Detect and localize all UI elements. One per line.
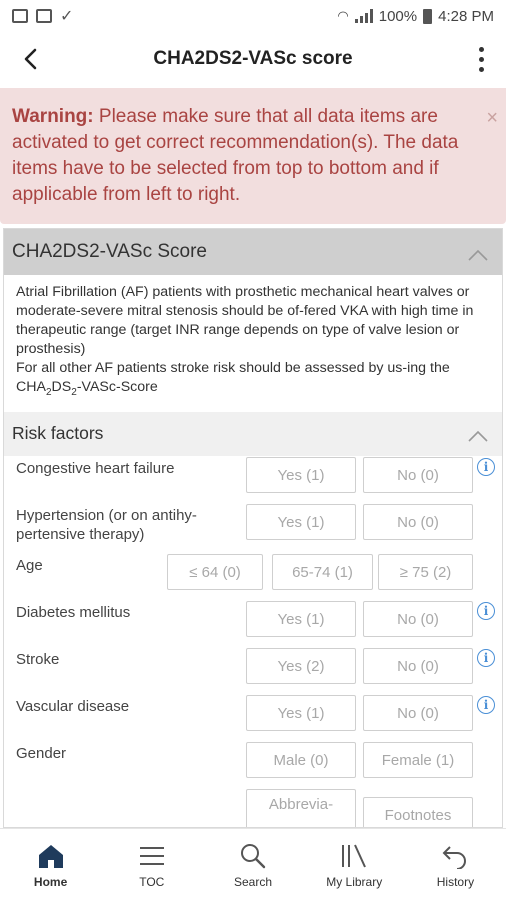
nav-library-label: My Library (326, 875, 383, 889)
option-male[interactable]: Male (0) (246, 742, 356, 778)
row-label: Vascular disease (16, 698, 130, 715)
nav-my-library[interactable] (304, 829, 405, 900)
page-title: CHA2DS2-VASc score (153, 48, 353, 69)
row-label: Diabetes mellitus (16, 604, 131, 621)
status-bar (0, 0, 506, 32)
info-icon[interactable]: i (477, 649, 495, 667)
row-label: Gender (16, 745, 67, 762)
score-section-title: CHA2DS2-VASc Score (12, 241, 207, 262)
chevron-up-icon[interactable] (468, 426, 484, 442)
bottom-navigation (0, 828, 506, 900)
info-icon[interactable]: i (477, 602, 495, 620)
option-age-75-plus[interactable]: ≥ 75 (2) (378, 554, 473, 590)
score-panel (3, 228, 503, 828)
option-female[interactable]: Female (1) (363, 742, 473, 778)
score-description (4, 275, 502, 412)
nav-search[interactable] (202, 829, 303, 900)
list-icon (138, 841, 166, 871)
score-section-header[interactable] (4, 229, 502, 275)
option-yes[interactable]: Yes (1) (246, 457, 356, 493)
risk-factors-title: Risk factors (12, 423, 104, 444)
warning-message: Please make sure that all data items are activated to get correct recommendation(s). The data items have to be selected from top to bottom and if applicable from left to right. (12, 106, 459, 205)
battery-percent: 100% (378, 7, 418, 25)
chevron-up-icon[interactable] (468, 245, 484, 261)
nav-home-label: Home (33, 875, 68, 889)
option-no[interactable]: No (0) (363, 601, 473, 637)
back-arrow-icon[interactable] (14, 42, 48, 76)
nav-history[interactable] (405, 829, 506, 900)
nav-history-label: History (436, 875, 475, 889)
mail-notification-icon (36, 9, 52, 23)
battery-icon (423, 9, 432, 24)
nav-toc[interactable] (101, 829, 202, 900)
home-icon (37, 841, 65, 871)
score-desc-paragraph-2: For all other AF patients stroke risk should be assessed by us-ing the $CHA_2DS_2-VASc$-Score (16, 360, 450, 398)
option-yes[interactable]: Yes (1) (246, 695, 356, 731)
option-age-64-or-less[interactable]: ≤ 64 (0) (167, 554, 263, 590)
abbreviations-button[interactable]: Abbrevia- (246, 789, 356, 828)
option-yes[interactable]: Yes (1) (246, 504, 356, 540)
status-notification-icons (12, 6, 73, 26)
row-label: Congestive heart failure (16, 460, 175, 477)
option-age-65-74[interactable]: 65-74 (1) (272, 554, 373, 590)
nav-search-label: Search (233, 875, 273, 889)
info-icon[interactable]: i (477, 458, 495, 476)
warning-text (12, 106, 458, 205)
close-icon[interactable]: × (486, 107, 498, 129)
option-no[interactable]: No (0) (363, 504, 473, 540)
library-icon (339, 841, 369, 871)
warning-banner (0, 88, 506, 224)
row-label: Hypertension (or on antihy-pertensive therapy) (16, 507, 197, 543)
status-system-icons (337, 8, 494, 25)
search-icon (239, 841, 267, 871)
download-done-icon: ✓ (60, 8, 74, 25)
app-header (0, 32, 506, 86)
option-yes[interactable]: Yes (2) (246, 648, 356, 684)
image-notification-icon (12, 9, 28, 23)
more-vertical-icon[interactable] (466, 42, 496, 76)
row-label: Stroke (16, 651, 60, 668)
footnotes-button[interactable]: Footnotes (363, 797, 473, 828)
score-desc-paragraph-1: Atrial Fibrillation (AF) patients with prosthetic mechanical heart valves or moderate-severe mitral stenosis should be of-fered VKA with high time in therapeutic range (target INR range depends on type of valve lesion or prosthesis) (16, 284, 474, 357)
clock-time: 4:28 PM (438, 7, 494, 25)
history-undo-icon (441, 841, 469, 871)
nav-toc-label: TOC (139, 875, 165, 889)
option-yes[interactable]: Yes (1) (246, 601, 356, 637)
signal-icon (355, 9, 373, 23)
info-icon[interactable]: i (477, 696, 495, 714)
option-no[interactable]: No (0) (363, 457, 473, 493)
option-no[interactable]: No (0) (363, 695, 473, 731)
warning-prefix: Warning: (12, 106, 94, 127)
risk-factors-header[interactable] (4, 412, 502, 456)
wifi-icon: ◠ (337, 8, 349, 23)
row-label: Age (16, 557, 43, 574)
nav-home[interactable] (0, 829, 101, 900)
option-no[interactable]: No (0) (363, 648, 473, 684)
